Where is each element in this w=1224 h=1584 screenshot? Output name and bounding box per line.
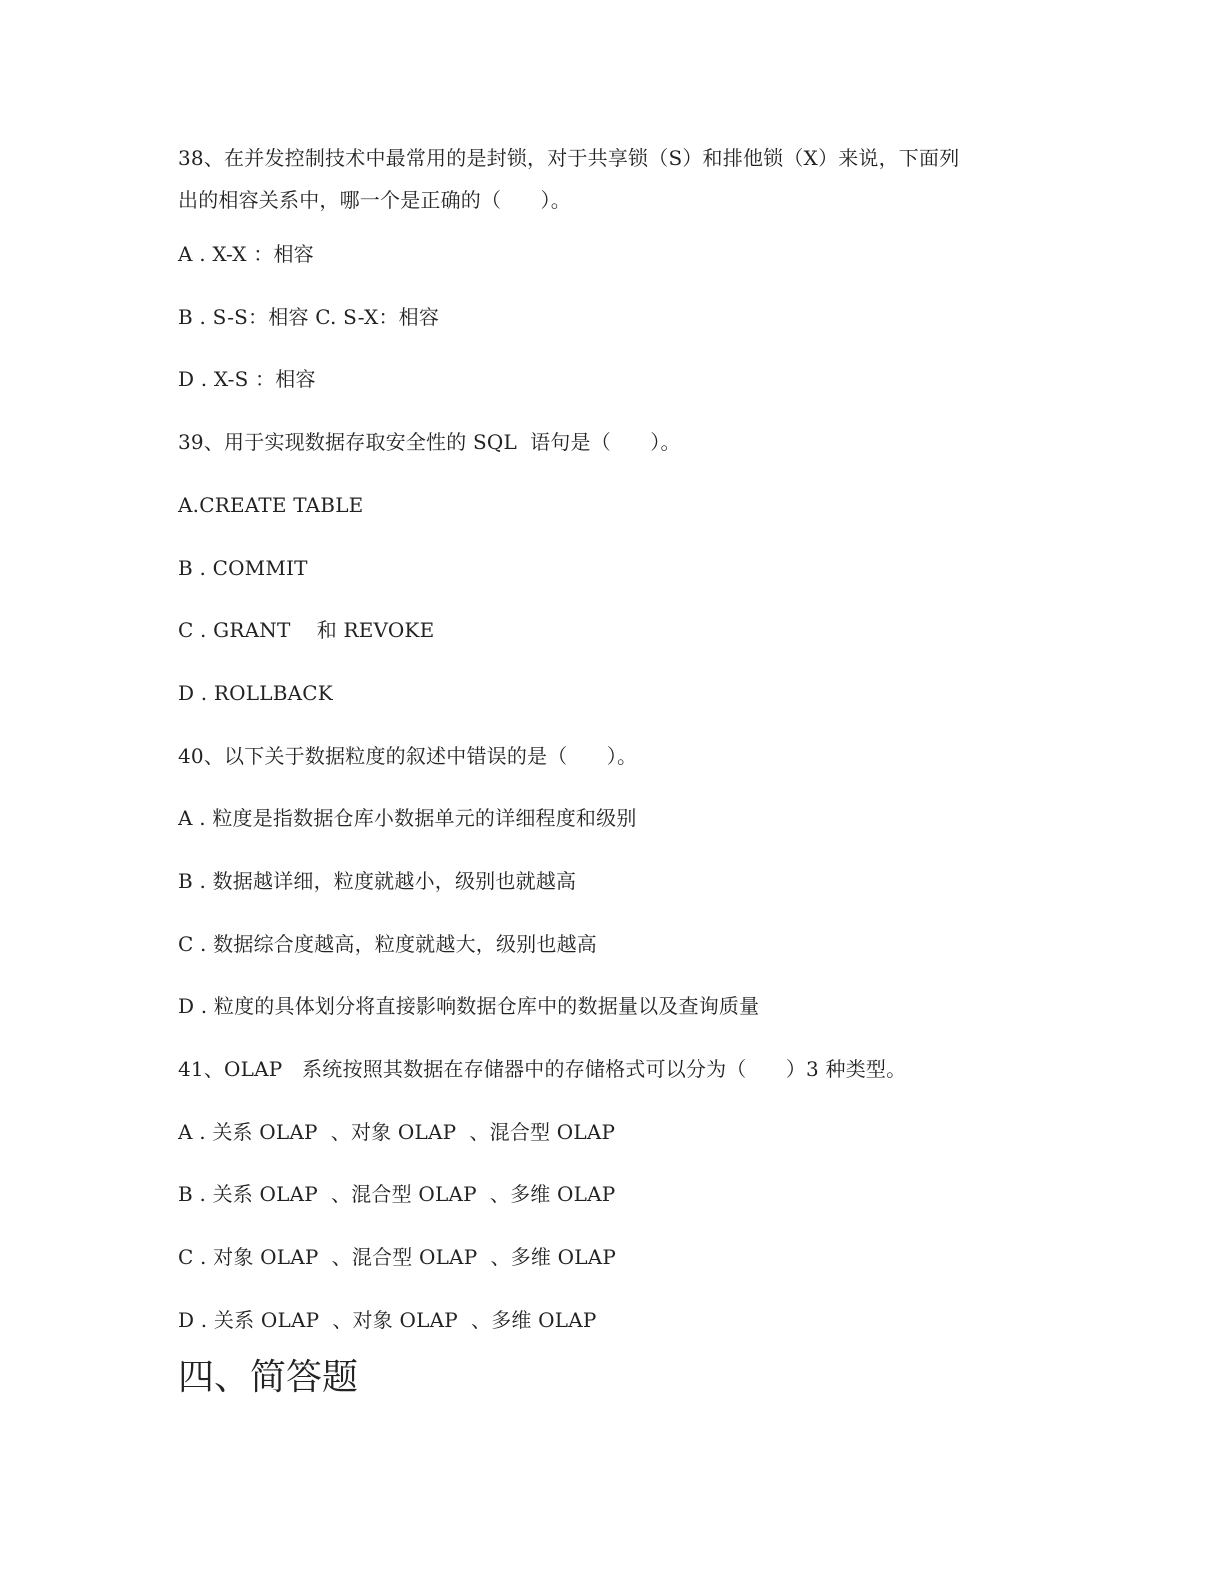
question-38-option-d: D . X-S ：相容 (178, 367, 316, 391)
section-heading: 四、简答题 (178, 1357, 359, 1398)
question-39-option-d: D . ROLLBACK (178, 681, 333, 705)
question-39-stem: 39、用于实现数据存取安全性的 SQL 语句是（ ）。 (178, 430, 681, 454)
question-41-stem: 41、OLAP 系统按照其数据在存储器中的存储格式可以分为（ ）3 种类型。 (178, 1057, 907, 1081)
question-38-stem-line-1: 38、在并发控制技术中最常用的是封锁，对于共享锁（S）和排他锁（X）来说，下面列 (178, 146, 960, 170)
question-41-option-d: D . 关系 OLAP 、对象 OLAP 、多维 OLAP (178, 1308, 597, 1332)
question-38-option-a: A . X-X ：相容 (178, 242, 314, 266)
question-38-stem-line-2: 出的相容关系中，哪一个是正确的（ ）。 (178, 188, 571, 212)
question-39-option-b: B . COMMIT (178, 556, 308, 580)
question-40-option-b: B . 数据越详细，粒度就越小，级别也就越高 (178, 869, 577, 893)
question-41-option-b: B . 关系 OLAP 、混合型 OLAP 、多维 OLAP (178, 1182, 616, 1206)
question-41-option-c: C . 对象 OLAP 、混合型 OLAP 、多维 OLAP (178, 1245, 617, 1269)
question-40-option-d: D . 粒度的具体划分将直接影响数据仓库中的数据量以及查询质量 (178, 994, 760, 1018)
question-39-option-a: A.CREATE TABLE (178, 493, 364, 517)
question-41-option-a: A . 关系 OLAP 、对象 OLAP 、混合型 OLAP (178, 1120, 616, 1144)
question-40-option-c: C . 数据综合度越高，粒度就越大，级别也越高 (178, 932, 597, 956)
question-40-stem: 40、以下关于数据粒度的叙述中错误的是（ ）。 (178, 744, 638, 768)
question-39-option-c: C . GRANT 和 REVOKE (178, 618, 435, 642)
question-40-option-a: A . 粒度是指数据仓库小数据单元的详细程度和级别 (178, 806, 637, 830)
question-38-option-b-c: B . S-S：相容 C. S-X：相容 (178, 305, 440, 329)
